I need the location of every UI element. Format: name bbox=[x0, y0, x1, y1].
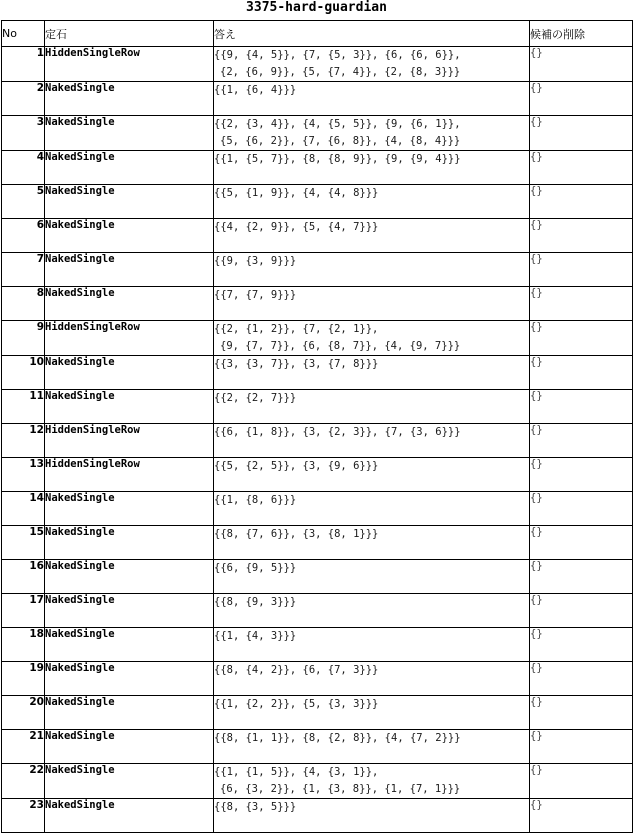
table-body bbox=[2, 47, 633, 833]
answer-line: {{9, {3, 9}}} bbox=[214, 255, 297, 267]
header-row bbox=[2, 21, 633, 47]
row-number: 1 bbox=[2, 47, 45, 82]
row-answer bbox=[214, 151, 530, 185]
row-answer bbox=[214, 560, 530, 594]
row-number: 3 bbox=[2, 116, 45, 151]
row-number: 16 bbox=[2, 560, 45, 594]
answer-line: {5, {6, 2}}, {7, {6, 8}}, {4, {8, 4}}} bbox=[220, 135, 461, 147]
table-row bbox=[2, 287, 633, 321]
answer-line: {2, {6, 9}}, {5, {7, 4}}, {2, {8, 3}}} bbox=[220, 66, 461, 78]
row-answer bbox=[214, 458, 530, 492]
row-number: 17 bbox=[2, 594, 45, 628]
row-answer bbox=[214, 662, 530, 696]
answer-line: {{6, {1, 8}}, {3, {2, 3}}, {7, {3, 6}}} bbox=[214, 426, 461, 438]
page-title: 3375-hard-guardian bbox=[246, 0, 387, 15]
row-elimination: {} bbox=[530, 424, 633, 458]
answer-line: {{1, {4, 3}}} bbox=[214, 630, 297, 642]
row-method: NakedSingle bbox=[45, 151, 214, 185]
row-method: HiddenSingleRow bbox=[45, 47, 214, 82]
table-row bbox=[2, 253, 633, 287]
row-elimination: {} bbox=[530, 458, 633, 492]
row-method: NakedSingle bbox=[45, 253, 214, 287]
row-answer bbox=[214, 47, 530, 82]
row-elimination: {} bbox=[530, 628, 633, 662]
row-answer bbox=[214, 219, 530, 253]
row-elimination: {} bbox=[530, 662, 633, 696]
row-elimination: {} bbox=[530, 116, 633, 151]
table-row bbox=[2, 116, 633, 151]
row-number: 21 bbox=[2, 730, 45, 764]
table-row bbox=[2, 560, 633, 594]
row-number: 18 bbox=[2, 628, 45, 662]
table-row bbox=[2, 458, 633, 492]
row-answer bbox=[214, 492, 530, 526]
row-elimination: {} bbox=[530, 287, 633, 321]
row-elimination: {} bbox=[530, 799, 633, 833]
row-method: HiddenSingleRow bbox=[45, 424, 214, 458]
answer-line: {{8, {4, 2}}, {6, {7, 3}}} bbox=[214, 664, 379, 676]
answer-line: {{1, {6, 4}}} bbox=[214, 84, 297, 96]
answer-line: {{1, {8, 6}}} bbox=[214, 494, 297, 506]
row-method: HiddenSingleRow bbox=[45, 458, 214, 492]
row-number: 20 bbox=[2, 696, 45, 730]
row-elimination: {} bbox=[530, 560, 633, 594]
header-answer: 答え bbox=[214, 21, 530, 47]
answer-line: {{8, {3, 5}}} bbox=[214, 801, 297, 813]
row-answer bbox=[214, 185, 530, 219]
table-row bbox=[2, 321, 633, 356]
answer-line: {{8, {1, 1}}, {8, {2, 8}}, {4, {7, 2}}} bbox=[214, 732, 461, 744]
header-method: 定石 bbox=[45, 21, 214, 47]
row-method: NakedSingle bbox=[45, 560, 214, 594]
answer-line: {{3, {3, 7}}, {3, {7, 8}}} bbox=[214, 358, 379, 370]
table-row bbox=[2, 390, 633, 424]
row-elimination: {} bbox=[530, 594, 633, 628]
row-answer bbox=[214, 390, 530, 424]
answer-line: {{6, {9, 5}}} bbox=[214, 562, 297, 574]
row-method: NakedSingle bbox=[45, 82, 214, 116]
row-number: 7 bbox=[2, 253, 45, 287]
answer-line: {{2, {3, 4}}, {4, {5, 5}}, {9, {6, 1}}, bbox=[214, 118, 461, 130]
row-elimination: {} bbox=[530, 219, 633, 253]
table-row bbox=[2, 492, 633, 526]
row-elimination: {} bbox=[530, 730, 633, 764]
table-row bbox=[2, 628, 633, 662]
table-row bbox=[2, 730, 633, 764]
row-elimination: {} bbox=[530, 390, 633, 424]
table-row bbox=[2, 151, 633, 185]
row-elimination: {} bbox=[530, 185, 633, 219]
row-number: 12 bbox=[2, 424, 45, 458]
row-number: 10 bbox=[2, 356, 45, 390]
answer-line: {{5, {2, 5}}, {3, {9, 6}}} bbox=[214, 460, 379, 472]
answer-line: {{5, {1, 9}}, {4, {4, 8}}} bbox=[214, 187, 379, 199]
row-method: NakedSingle bbox=[45, 219, 214, 253]
row-method: NakedSingle bbox=[45, 662, 214, 696]
row-number: 23 bbox=[2, 799, 45, 833]
row-number: 11 bbox=[2, 390, 45, 424]
row-answer bbox=[214, 287, 530, 321]
solution-table bbox=[1, 20, 633, 833]
row-elimination: {} bbox=[530, 253, 633, 287]
answer-line: {6, {3, 2}}, {1, {3, 8}}, {1, {7, 1}}} bbox=[220, 783, 461, 795]
row-answer bbox=[214, 116, 530, 151]
row-method: NakedSingle bbox=[45, 526, 214, 560]
table-row bbox=[2, 662, 633, 696]
table-row bbox=[2, 424, 633, 458]
row-number: 8 bbox=[2, 287, 45, 321]
table-row bbox=[2, 219, 633, 253]
table-row bbox=[2, 356, 633, 390]
table-row bbox=[2, 594, 633, 628]
answer-line: {{2, {1, 2}}, {7, {2, 1}}, bbox=[214, 323, 379, 335]
row-number: 6 bbox=[2, 219, 45, 253]
row-method: NakedSingle bbox=[45, 696, 214, 730]
answer-line: {{4, {2, 9}}, {5, {4, 7}}} bbox=[214, 221, 379, 233]
row-elimination: {} bbox=[530, 492, 633, 526]
answer-line: {9, {7, 7}}, {6, {8, 7}}, {4, {9, 7}}} bbox=[220, 340, 461, 352]
row-answer bbox=[214, 526, 530, 560]
row-answer bbox=[214, 696, 530, 730]
table-row bbox=[2, 82, 633, 116]
row-answer bbox=[214, 82, 530, 116]
table-row bbox=[2, 185, 633, 219]
table-row bbox=[2, 696, 633, 730]
row-answer bbox=[214, 424, 530, 458]
row-method: HiddenSingleRow bbox=[45, 321, 214, 356]
row-answer bbox=[214, 321, 530, 356]
answer-line: {{2, {2, 7}}} bbox=[214, 392, 297, 404]
row-number: 19 bbox=[2, 662, 45, 696]
answer-line: {{1, {1, 5}}, {4, {3, 1}}, bbox=[214, 766, 379, 778]
row-answer bbox=[214, 356, 530, 390]
answer-line: {{7, {7, 9}}} bbox=[214, 289, 297, 301]
row-elimination: {} bbox=[530, 526, 633, 560]
row-answer bbox=[214, 799, 530, 833]
row-elimination: {} bbox=[530, 47, 633, 82]
row-elimination: {} bbox=[530, 696, 633, 730]
row-method: NakedSingle bbox=[45, 799, 214, 833]
row-method: NakedSingle bbox=[45, 628, 214, 662]
row-method: NakedSingle bbox=[45, 594, 214, 628]
answer-line: {{8, {9, 3}}} bbox=[214, 596, 297, 608]
answer-line: {{1, {2, 2}}, {5, {3, 3}}} bbox=[214, 698, 379, 710]
row-method: NakedSingle bbox=[45, 185, 214, 219]
row-method: NakedSingle bbox=[45, 730, 214, 764]
header-elimination: 候補の削除 bbox=[530, 21, 633, 47]
row-number: 4 bbox=[2, 151, 45, 185]
row-elimination: {} bbox=[530, 82, 633, 116]
row-elimination: {} bbox=[530, 764, 633, 799]
row-method: NakedSingle bbox=[45, 116, 214, 151]
table-row bbox=[2, 799, 633, 833]
row-number: 5 bbox=[2, 185, 45, 219]
answer-line: {{1, {5, 7}}, {8, {8, 9}}, {9, {9, 4}}} bbox=[214, 153, 461, 165]
row-elimination: {} bbox=[530, 151, 633, 185]
table-row bbox=[2, 526, 633, 560]
row-method: NakedSingle bbox=[45, 764, 214, 799]
table-row bbox=[2, 764, 633, 799]
row-answer bbox=[214, 253, 530, 287]
row-answer bbox=[214, 730, 530, 764]
row-number: 2 bbox=[2, 82, 45, 116]
row-elimination: {} bbox=[530, 321, 633, 356]
answer-line: {{8, {7, 6}}, {3, {8, 1}}} bbox=[214, 528, 379, 540]
header-no: No bbox=[2, 21, 45, 47]
answer-line: {{9, {4, 5}}, {7, {5, 3}}, {6, {6, 6}}, bbox=[214, 49, 461, 61]
table-row bbox=[2, 47, 633, 82]
row-answer bbox=[214, 628, 530, 662]
row-method: NakedSingle bbox=[45, 356, 214, 390]
row-number: 22 bbox=[2, 764, 45, 799]
row-number: 9 bbox=[2, 321, 45, 356]
row-number: 13 bbox=[2, 458, 45, 492]
row-number: 14 bbox=[2, 492, 45, 526]
row-answer bbox=[214, 764, 530, 799]
row-method: NakedSingle bbox=[45, 492, 214, 526]
row-method: NakedSingle bbox=[45, 390, 214, 424]
row-method: NakedSingle bbox=[45, 287, 214, 321]
row-number: 15 bbox=[2, 526, 45, 560]
row-answer bbox=[214, 594, 530, 628]
row-elimination: {} bbox=[530, 356, 633, 390]
